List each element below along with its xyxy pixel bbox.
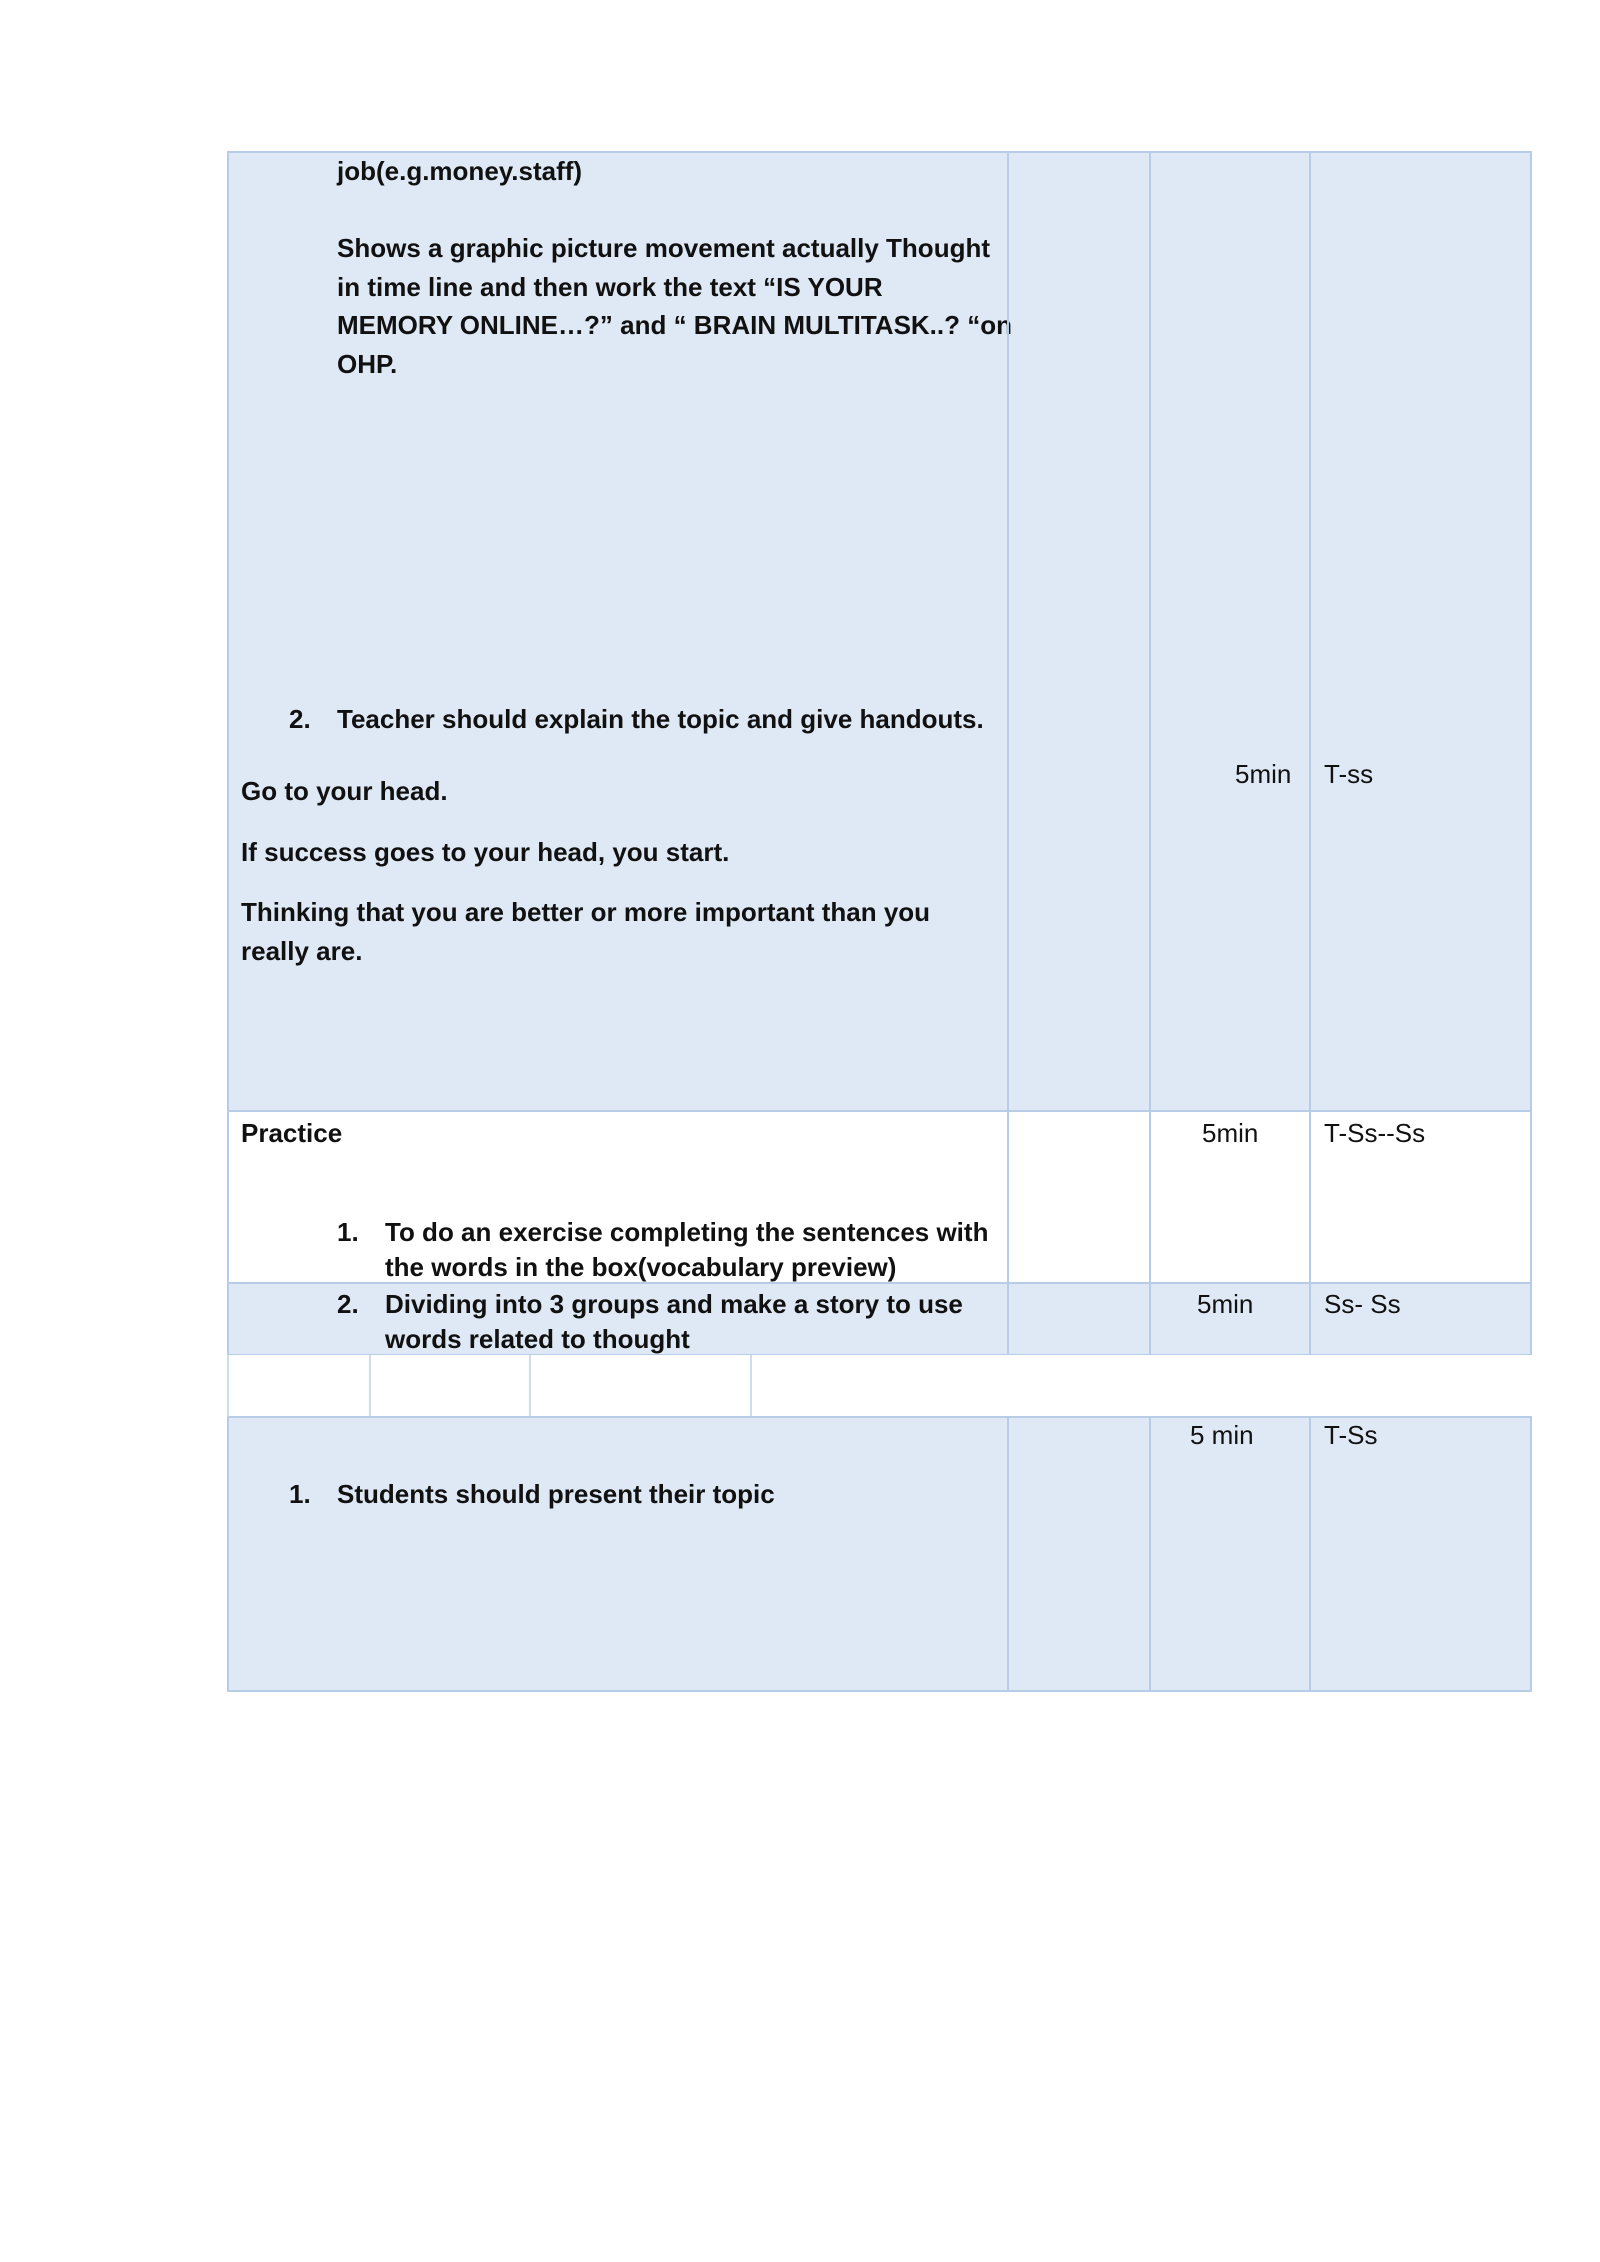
practice-item1-line: To do an exercise completing the sentences with: [385, 1217, 989, 1247]
example-text: If success goes to your head, you start.: [241, 837, 730, 867]
step2-number: 2.: [289, 704, 311, 734]
practice-item1-number: 1.: [337, 1217, 359, 1247]
practice-row-2: [227, 1282, 1532, 1355]
row-divider: [227, 1282, 1532, 1284]
column-divider: [1007, 151, 1009, 1355]
practice-row-1: [227, 1110, 1532, 1282]
production-item-text: Students should present their topic: [337, 1479, 775, 1509]
table-border-left: [227, 1416, 229, 1692]
presentation-line1: job(e.g.money.staff): [337, 156, 583, 186]
practice-item2-number: 2.: [337, 1289, 359, 1319]
presentation-row: [227, 151, 1532, 1110]
practice-item1-interaction: T-Ss--Ss: [1324, 1118, 1426, 1148]
table-border-top: [227, 1416, 1532, 1418]
empty-cells-row: [227, 1355, 1532, 1416]
production-table: [227, 1416, 1532, 1692]
presentation-paragraph-line: OHP.: [337, 349, 398, 379]
production-row: [227, 1416, 1532, 1692]
column-divider: [1149, 1416, 1151, 1692]
step2-text: Teacher should explain the topic and give handouts.: [337, 704, 984, 734]
practice-item1-line: the words in the box(vocabulary preview): [385, 1252, 897, 1282]
practice-item2-interaction: Ss- Ss: [1324, 1289, 1401, 1319]
column-divider: [1007, 1416, 1009, 1692]
presentation-interaction: T-ss: [1324, 759, 1374, 789]
presentation-paragraph-line: Shows a graphic picture movement actually Thought: [337, 233, 990, 263]
presentation-paragraph-line: in time line and then work the text “IS YOUR: [337, 272, 883, 302]
meaning-line: Thinking that you are better or more important than you: [241, 897, 931, 927]
lesson-plan-table: [227, 151, 1532, 1355]
practice-item2-line: Dividing into 3 groups and make a story to use: [385, 1289, 963, 1319]
production-time: 5 min: [1190, 1420, 1254, 1450]
table-border-right: [1530, 1416, 1532, 1692]
table-border-bottom: [227, 1690, 1532, 1692]
row-divider: [227, 1110, 1532, 1112]
meaning-line: really are.: [241, 936, 363, 966]
presentation-paragraph-line: MEMORY ONLINE…?” and “ BRAIN MULTITASK..? “on: [337, 310, 1012, 340]
cell-border: [529, 1355, 531, 1416]
production-item-number: 1.: [289, 1479, 311, 1509]
column-divider: [1309, 151, 1311, 1355]
presentation-time: 5min: [1235, 759, 1292, 789]
table-border-left: [227, 151, 229, 1355]
cell-border: [227, 1355, 229, 1416]
practice-heading: Practice: [241, 1118, 343, 1148]
column-divider: [1149, 151, 1151, 1355]
practice-item1-time: 5min: [1202, 1118, 1259, 1148]
column-divider: [1309, 1416, 1311, 1692]
cell-border: [369, 1355, 371, 1416]
table-border-top: [227, 151, 1532, 153]
idiom-text: Go to your head.: [241, 776, 448, 806]
practice-item2-time: 5min: [1197, 1289, 1254, 1319]
production-interaction: T-Ss: [1324, 1420, 1378, 1450]
cell-border: [750, 1355, 752, 1416]
practice-item2-line: words related to thought: [385, 1324, 690, 1354]
table-border-right: [1530, 151, 1532, 1355]
